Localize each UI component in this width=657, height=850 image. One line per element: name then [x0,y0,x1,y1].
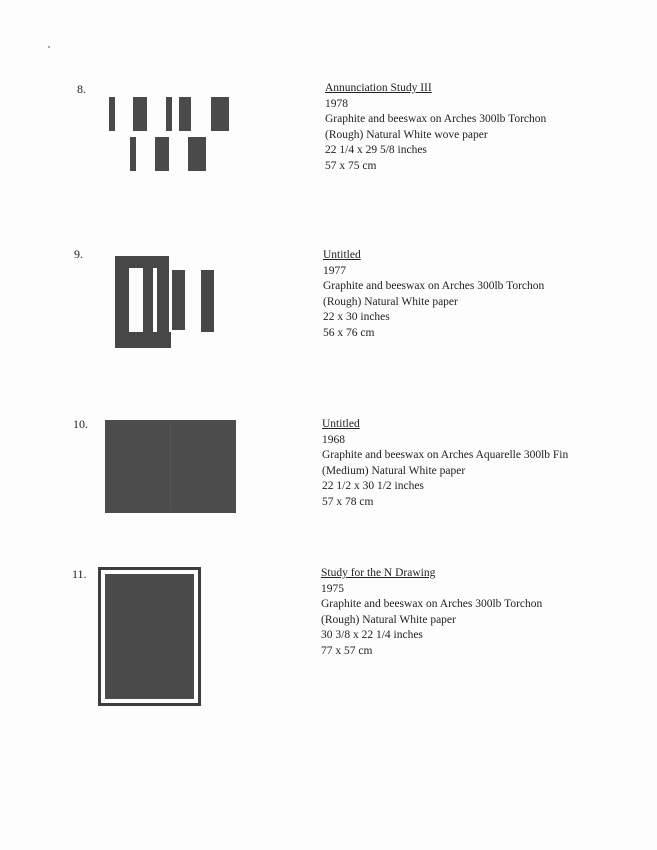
artwork-size-inches: 30 3/8 x 22 1/4 inches [321,629,423,641]
artwork-medium: Graphite and beeswax on Arches 300lb Torchon [321,598,543,610]
artwork-size-cm: 77 x 57 cm [321,644,373,657]
artwork-caption [325,81,625,174]
artwork-year: 1977 [323,264,346,277]
graphite-bar [155,137,169,171]
artwork-year: 1978 [325,97,348,110]
graphite-inner-field [105,574,194,699]
artwork-medium-cont: (Rough) Natural White paper [321,613,456,626]
artwork-medium: Graphite and beeswax on Arches Aquarelle 300lb Fin [322,449,569,461]
graphite-bar [201,270,214,332]
entry-number: 10. [73,417,88,431]
graphite-frame-inner [143,268,153,332]
graphite-bar [179,97,191,131]
artwork-title: Study for the N Drawing [321,567,436,579]
paper-speck [48,46,50,48]
graphite-bar [188,137,206,171]
graphite-frame-right [157,268,169,332]
artwork-caption [323,248,623,341]
graphite-bar [130,137,136,171]
entry-number: 9. [74,247,83,261]
artwork-size-cm: 57 x 75 cm [325,159,377,172]
artwork-size-cm: 56 x 76 cm [323,326,375,339]
artwork-caption [321,566,621,659]
artwork-title: Untitled [322,418,360,430]
graphite-bar [166,97,172,131]
artwork-thumbnail-study-for-the-n-drawing [98,567,201,706]
graphite-seam [170,422,171,511]
artwork-size-inches: 22 x 30 inches [323,311,390,323]
artwork-title: Untitled [323,249,361,261]
artwork-thumbnail-untitled-1977 [113,256,233,352]
graphite-bar [133,97,147,131]
graphite-bar [109,97,115,131]
artwork-year: 1975 [321,582,344,595]
artwork-year: 1968 [322,433,345,446]
artwork-size-cm: 57 x 78 cm [322,495,374,508]
artwork-size-inches: 22 1/2 x 30 1/2 inches [322,480,424,492]
artwork-medium: Graphite and beeswax on Arches 300lb Torchon [325,113,547,125]
graphite-frame-top [115,256,169,268]
graphite-bar [211,97,229,131]
entry-number: 11. [72,567,87,581]
artwork-thumbnail-annunciation-study-iii [105,95,235,175]
entry-number: 8. [77,82,86,96]
graphite-frame-bottom [115,332,171,348]
artwork-medium-cont: (Rough) Natural White wove paper [325,128,488,141]
artwork-size-inches: 22 1/4 x 29 5/8 inches [325,144,427,156]
artwork-title: Annunciation Study III [325,82,432,94]
artwork-medium-cont: (Medium) Natural White paper [322,464,466,477]
graphite-bar [172,270,185,330]
artwork-caption [322,417,622,510]
artwork-thumbnail-untitled-1968 [104,420,236,514]
artwork-medium: Graphite and beeswax on Arches 300lb Torchon [323,280,545,292]
artwork-medium-cont: (Rough) Natural White paper [323,295,458,308]
